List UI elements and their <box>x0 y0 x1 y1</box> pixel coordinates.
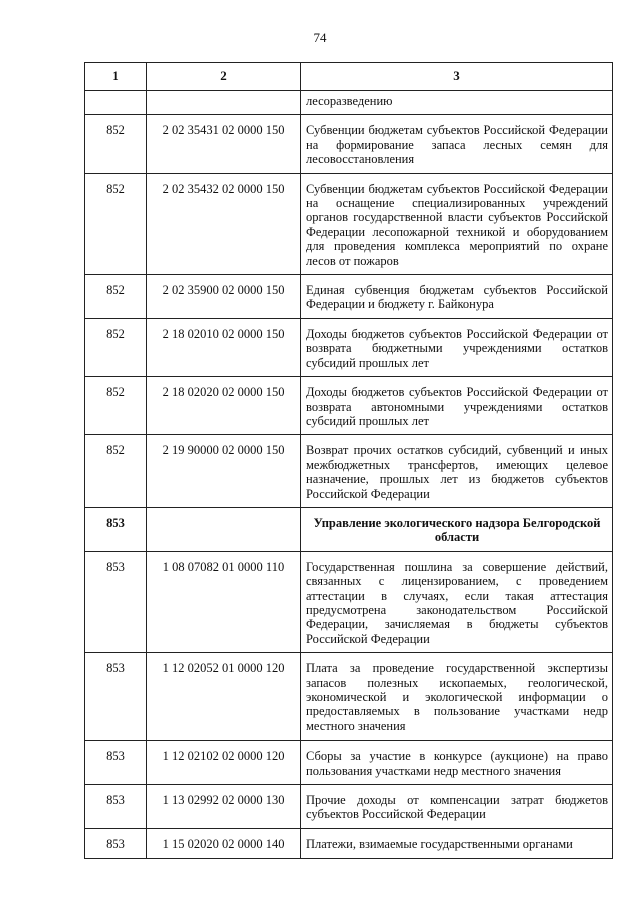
admin-code-cell: 852 <box>85 115 147 173</box>
table-header-row <box>85 63 613 91</box>
revenue-code-cell <box>147 507 301 551</box>
admin-code-cell: 853 <box>85 507 147 551</box>
header-col-3: 3 <box>301 63 613 91</box>
admin-code-cell <box>85 91 147 115</box>
table-row <box>85 785 613 829</box>
table-row <box>85 173 613 274</box>
admin-code-cell: 852 <box>85 435 147 508</box>
table-row <box>85 741 613 785</box>
description-cell: Субвенции бюджетам субъектов Российской Федерации на оснащение специализированных учреждений органов государственной власти субъектов Российской Федерации лесопожарной техникой и оборудованием для проведения комплекса мероприятий по охране лесов от пожаров <box>301 173 613 274</box>
revenue-codes-table <box>84 62 613 859</box>
revenue-code-cell: 2 02 35431 02 0000 150 <box>147 115 301 173</box>
table-row <box>85 435 613 508</box>
table-row <box>85 318 613 376</box>
admin-code-cell: 853 <box>85 551 147 652</box>
description-cell: Государственная пошлина за совершение действий, связанных с лицензированием, с проведением аттестации в случаях, если такая аттестация предусмотрена законодательством Российской Федерации, зачисляемая в бюджеты субъектов Российской Федерации <box>301 551 613 652</box>
header-col-2: 2 <box>147 63 301 91</box>
revenue-code-cell <box>147 91 301 115</box>
revenue-code-cell: 2 02 35432 02 0000 150 <box>147 173 301 274</box>
description-cell: Доходы бюджетов субъектов Российской Федерации от возврата автономными учреждениями остатков субсидий прошлых лет <box>301 377 613 435</box>
description-cell: Доходы бюджетов субъектов Российской Федерации от возврата бюджетными учреждениями остатков субсидий прошлых лет <box>301 318 613 376</box>
admin-code-cell: 852 <box>85 275 147 319</box>
table-row <box>85 653 613 741</box>
revenue-code-cell: 1 12 02052 01 0000 120 <box>147 653 301 741</box>
admin-code-cell: 852 <box>85 173 147 274</box>
description-cell: лесоразведению <box>301 91 613 115</box>
description-cell: Сборы за участие в конкурсе (аукционе) на право пользования участками недр местного значения <box>301 741 613 785</box>
revenue-code-cell: 2 02 35900 02 0000 150 <box>147 275 301 319</box>
section-header-row <box>85 507 613 551</box>
table-row <box>85 115 613 173</box>
page-number: 74 <box>313 30 327 45</box>
admin-code-cell: 853 <box>85 828 147 858</box>
table-row <box>85 377 613 435</box>
table-row <box>85 275 613 319</box>
description-cell: Плата за проведение государственной экспертизы запасов полезных ископаемых, геологической, экономической и экологической информации о предоставляемых в пользование участками недр местного значения <box>301 653 613 741</box>
description-cell: Платежи, взимаемые государственными органами <box>301 828 613 858</box>
admin-code-cell: 852 <box>85 377 147 435</box>
revenue-code-cell: 2 18 02010 02 0000 150 <box>147 318 301 376</box>
description-cell: Возврат прочих остатков субсидий, субвенций и иных межбюджетных трансфертов, имеющих целевое назначение, прошлых лет из бюджетов субъектов Российской Федерации <box>301 435 613 508</box>
table-row <box>85 828 613 858</box>
admin-code-cell: 853 <box>85 741 147 785</box>
header-col-1: 1 <box>85 63 147 91</box>
table-row <box>85 551 613 652</box>
table-row <box>85 91 613 115</box>
revenue-code-cell: 1 12 02102 02 0000 120 <box>147 741 301 785</box>
description-cell: Прочие доходы от компенсации затрат бюджетов субъектов Российской Федерации <box>301 785 613 829</box>
revenue-code-cell: 1 15 02020 02 0000 140 <box>147 828 301 858</box>
admin-code-cell: 853 <box>85 785 147 829</box>
description-cell: Единая субвенция бюджетам субъектов Российской Федерации и бюджету г. Байконура <box>301 275 613 319</box>
revenue-code-cell: 2 19 90000 02 0000 150 <box>147 435 301 508</box>
revenue-code-cell: 2 18 02020 02 0000 150 <box>147 377 301 435</box>
admin-code-cell: 853 <box>85 653 147 741</box>
description-cell: Субвенции бюджетам субъектов Российской Федерации на формирование запаса лесных семян для лесовосстановления <box>301 115 613 173</box>
admin-code-cell: 852 <box>85 318 147 376</box>
revenue-code-cell: 1 08 07082 01 0000 110 <box>147 551 301 652</box>
section-title-cell: Управление экологического надзора Белгородской области <box>301 507 613 551</box>
revenue-code-cell: 1 13 02992 02 0000 130 <box>147 785 301 829</box>
